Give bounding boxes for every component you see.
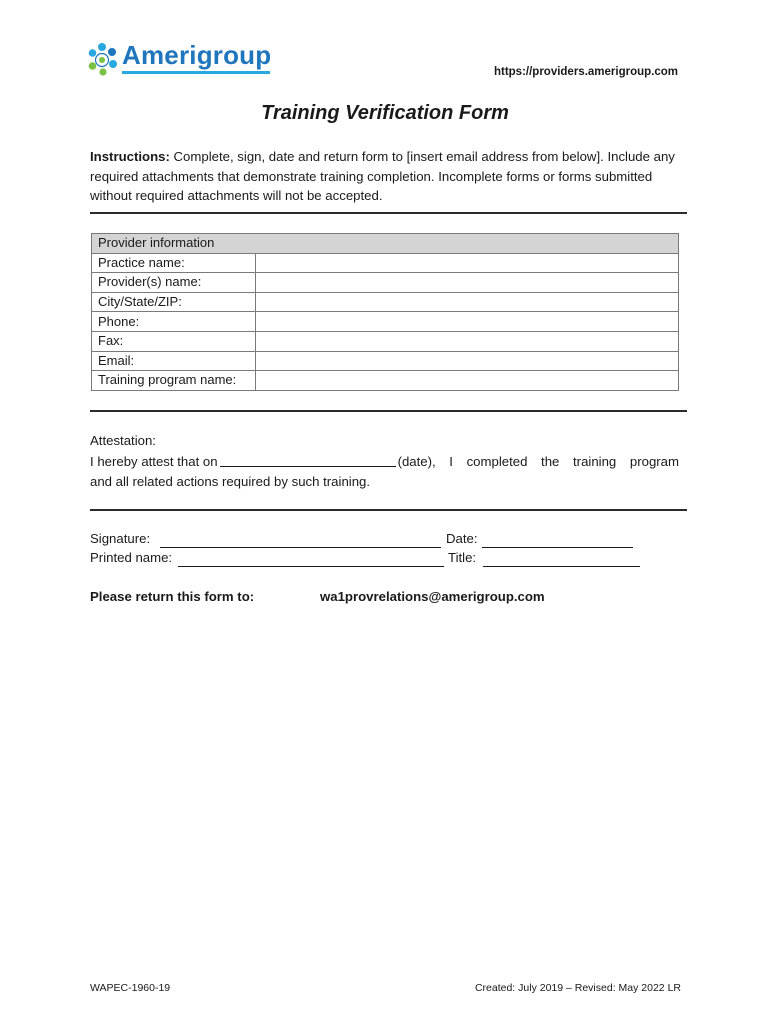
- date-line[interactable]: [482, 547, 633, 548]
- table-row: [92, 351, 679, 371]
- signature-label: Signature:: [90, 531, 151, 546]
- instructions: [90, 147, 686, 206]
- training-program-name-label: Training program name:: [92, 371, 256, 391]
- divider-bottom: [90, 509, 687, 511]
- attestation-text: [90, 452, 679, 491]
- practice-name-label: Practice name:: [92, 253, 256, 273]
- phone-label: Phone:: [92, 312, 256, 332]
- city-state-zip-label: City/State/ZIP:: [92, 292, 256, 312]
- logo-underline: [122, 71, 270, 74]
- table-row: [92, 292, 679, 312]
- attestation-after-line: (date), I completed the training program: [397, 454, 679, 469]
- table-row: [92, 312, 679, 332]
- amerigroup-sun-icon: [88, 40, 120, 76]
- divider-middle: [90, 410, 687, 412]
- printed-name-line[interactable]: [178, 566, 444, 567]
- table-row: [92, 253, 679, 273]
- city-state-zip-field[interactable]: [256, 293, 678, 311]
- provider-info-heading: Provider information: [92, 234, 679, 254]
- training-program-name-field[interactable]: [256, 371, 678, 389]
- return-form-label: Please return this form to:: [90, 589, 255, 604]
- provider-information-table: [91, 233, 679, 391]
- attestation-line-2: and all related actions required by such training.: [90, 473, 371, 489]
- printed-name-label: Printed name:: [90, 550, 173, 565]
- instructions-label: Instructions:: [90, 149, 170, 164]
- table-row: [92, 371, 679, 391]
- table-row: [92, 273, 679, 293]
- revision-info: Created: July 2019 – Revised: May 2022 LR: [474, 982, 681, 994]
- amerigroup-logo: [88, 40, 271, 80]
- form-id: WAPEC-1960-19: [90, 982, 171, 994]
- form-title: Training Verification Form: [261, 102, 509, 124]
- attestation-heading: Attestation:: [90, 433, 156, 448]
- provider-name-label: Provider(s) name:: [92, 273, 256, 293]
- date-label: Date:: [446, 531, 478, 546]
- attestation-date-line[interactable]: [220, 452, 396, 467]
- website-url: https://providers.amerigroup.com: [493, 66, 678, 78]
- instructions-text: Complete, sign, date and return form to [insert email address from below]. Include any required attachments that demonstrate training completion. Incomplete forms or forms submitted without required attachments will not be accepted.: [90, 149, 675, 203]
- return-email[interactable]: wa1provrelations@amerigroup.com: [320, 589, 545, 604]
- title-line[interactable]: [483, 566, 640, 567]
- attestation-prefix: I hereby attest that on: [90, 454, 218, 469]
- logo-wordmark: Amerigroup: [122, 40, 272, 70]
- signature-line[interactable]: [160, 547, 441, 548]
- email-label: Email:: [92, 351, 256, 371]
- table-row: [92, 331, 679, 351]
- email-field[interactable]: [256, 352, 678, 370]
- provider-name-field[interactable]: [256, 273, 678, 291]
- practice-name-field[interactable]: [256, 254, 678, 272]
- phone-field[interactable]: [256, 313, 678, 331]
- title-label: Title:: [448, 550, 477, 565]
- fax-label: Fax:: [92, 331, 256, 351]
- fax-field[interactable]: [256, 332, 678, 350]
- divider-top: [90, 212, 687, 214]
